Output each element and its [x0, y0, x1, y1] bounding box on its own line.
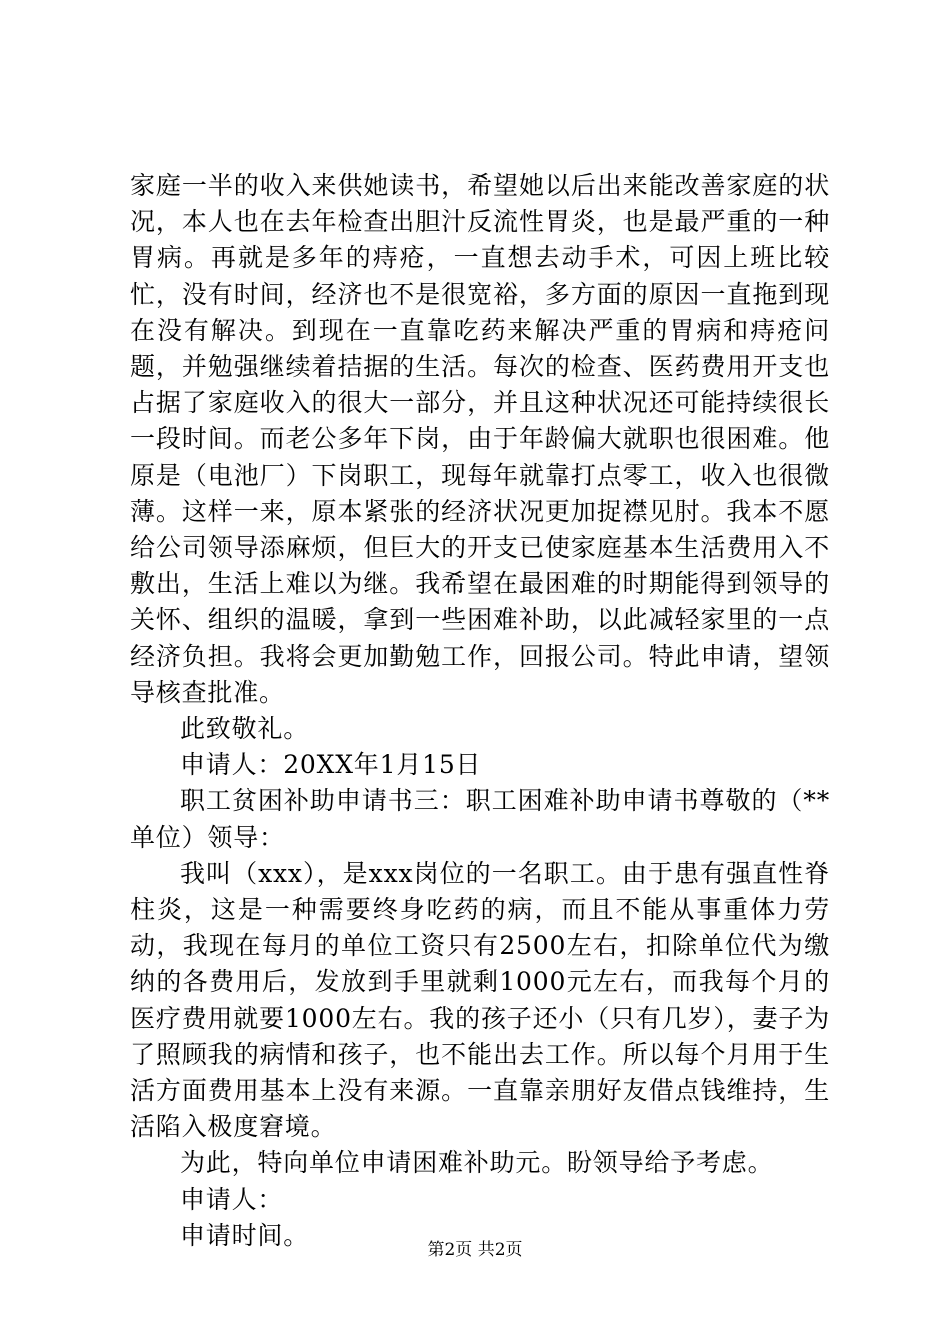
- paragraph-salutation: 此致敬礼。: [180, 714, 310, 744]
- paragraph-applicant-label: 申请人：: [180, 1184, 284, 1214]
- page-number-footer: 第2页 共2页: [427, 1240, 523, 1260]
- paragraph-hardship-description: 家庭一半的收入来供她读书，希望她以后出来能改善家庭的状况，本人也在去年检查出胆汁反流性胃炎，也是最严重的一种胃病。再就是多年的痔疮，一直想去动手术，可因上班比较忙，没有时间，经济也不是很宽裕，多方面的原因一直拖到现在没有解决。到现在一直靠吃药来解决严重的胃病和痔疮问题，并勉强继续着拮据的生活。每次的检查、医药费用开支也占据了家庭收入的很大一部分，并且这种状况还可能持续很长一段时间。而老公多年下岗，由于年龄偏大就职也很困难。他原是（电池厂）下岗职工，现每年就靠打点零工，收入也很微薄。这样一来，原本紧张的经济状况更加捉襟见肘。我本不愿给公司领导添麻烦，但巨大的开支已使家庭基本生活费用入不敷出，生活上难以为继。我希望在最困难的时期能得到领导的关怀、组织的温暖，拿到一些困难补助，以此减轻家里的一点经济负担。我将会更加勤勉工作，回报公司。特此申请，望领导核查批准。: [130, 171, 830, 707]
- paragraph-request: 为此，特向单位申请困难补助元。盼领导给予考虑。: [180, 1148, 774, 1178]
- paragraph-applicant-statement: 我叫（xxx），是xxx岗位的一名职工。由于患有强直性脊柱炎，这是一种需要终身吃药的病，而且不能从事重体力劳动，我现在每月的单位工资只有2500左右，扣除单位代为缴纳的各费用后，发放到手里就剩1000元左右，而我每个月的医疗费用就要1000左右。我的孩子还小（只有几岁），妻子为了照顾我的病情和孩子，也不能出去工作。所以每个月用于生活方面费用基本上没有来源。一直靠亲朋好友借点钱维持，生活陷入极度窘境。: [130, 858, 830, 1142]
- paragraph-applicant-date: 申请人：20XX年1月15日: [180, 750, 482, 780]
- paragraph-application-time: 申请时间。: [180, 1220, 310, 1250]
- document-body: [130, 168, 830, 1254]
- paragraph-section-heading: 职工贫困补助申请书三：职工困难补助申请书尊敬的（**单位）领导：: [130, 786, 830, 852]
